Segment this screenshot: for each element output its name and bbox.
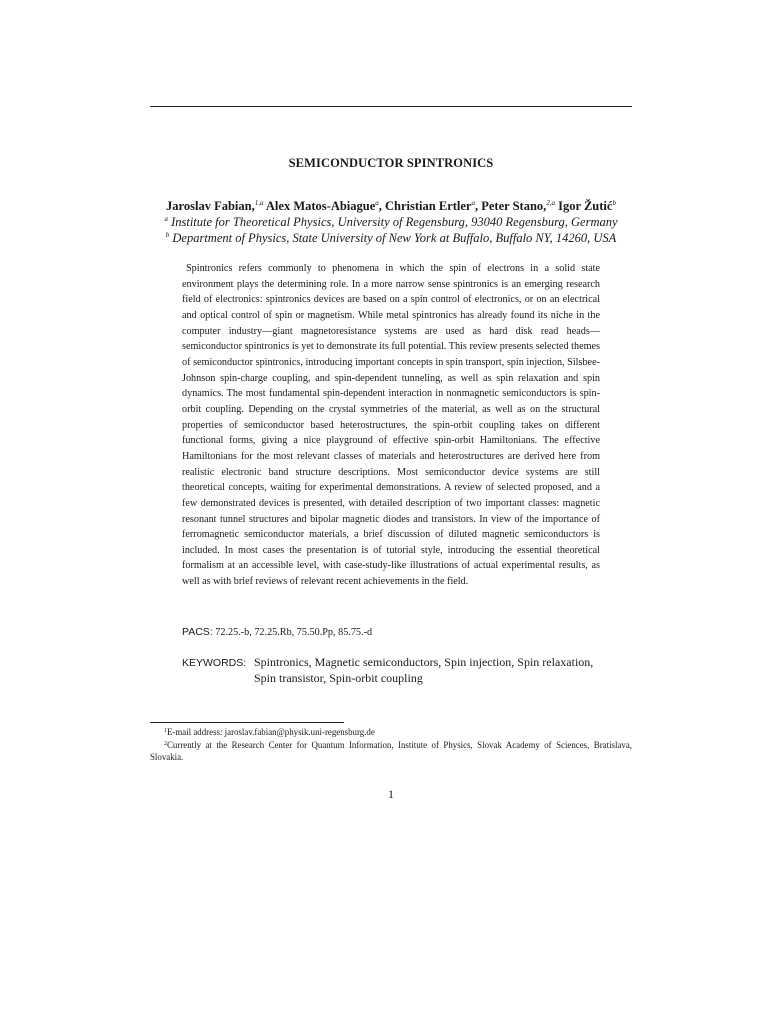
header-rule [150, 106, 632, 107]
footnote-mark: 1 [164, 728, 167, 734]
abstract-text: Spintronics refers commonly to phenomena in which the spin of electrons in a solid state environment plays the determining role. In a more narrow sense spintronics is an emerging research field of electronics: spintronics devices are based on a spin control of electronics, or on an electrical and optical control of spin or magnetism. While metal spintronics has already found its niche in the computer industry—giant magnetoresistance systems are used as hard disk read heads—semiconductor spintronics is yet to demonstrate its full potential. This review presents selected themes of semiconductor spintronics, introducing important concepts in spin transport, spin injection, Silsbee-Johnson spin-charge coupling, and spin-dependent tunneling, as well as spin relaxation and spin dynamics. The most fundamental spin-dependent interaction in nonmagnetic semiconductors is spin-orbit coupling. Depending on the crystal symmetries of the material, as well as on the structural properties of semiconductor based heterostructures, the spin-orbit coupling takes on different functional forms, giving a nice playground of effective spin-orbit Hamiltonians. The effective Hamiltonians for the most relevant classes of materials and heterostructures are derived here from realistic electronic band structure descriptions. Most semiconductor device systems are still theoretical concepts, waiting for experimental demonstrations. A review of selected proposed, and a few demonstrated devices is presented, with detailed description of two important classes: magnetic resonant tunnel structures and bipolar magnetic diodes and transistors. In view of the importance of ferromagnetic semiconductor materials, a brief discussion of diluted magnetic semiconductors is included. In most cases the presentation is of tutorial style, introducing the essential theoretical formalism at an accessible level, with case-study-like illustrations of actual experimental results, as well as with brief reviews of relevant recent achievements in the field. [182, 263, 600, 588]
page-number: 1 [388, 787, 394, 801]
keywords-value: Spintronics, Magnetic semiconductors, Spin injection, Spin relaxation, Spin transistor, Spin-orbit coupling [254, 655, 594, 685]
author-name: Alex Matos-Abiague [265, 199, 376, 213]
footnote-2 [150, 739, 632, 764]
keywords-label: KEYWORDS: [182, 657, 247, 669]
pacs-label: PACS: [182, 626, 213, 638]
author-name: Igor Žutić [558, 199, 613, 213]
author-list: Jaroslav Fabian,$^{1,a}$ Alex Matos-Abiague$^a$, Christian Ertler$^a$, Peter Stano,$^{2,a}$ Igor Žutić$^b$ [166, 199, 616, 213]
author-affiliation-mark: 2,a [546, 199, 556, 207]
footnote-rule [150, 722, 344, 723]
abstract [182, 261, 600, 590]
author-name: Jaroslav Fabian, [166, 199, 255, 213]
affiliation-mark: a [164, 215, 168, 223]
footnote-mark: 2 [164, 740, 167, 747]
affiliation-mark: b [165, 231, 170, 239]
footnote-text: Currently at the Research Center for Quantum Information, Institute of Physics, Slovak Academy of Sciences, Bratislava, Slovakia. [150, 739, 632, 762]
author-affiliation-mark: a [375, 199, 379, 207]
author-affiliation-mark: a [471, 199, 475, 207]
affiliation-text: Institute for Theoretical Physics, University of Regensburg, 93040 Regensburg, Germany [171, 215, 618, 229]
footnote-text: E-mail address: jaroslav.fabian@physik.uni-regensburg.de [167, 727, 375, 737]
paper-title: SEMICONDUCTOR SPINTRONICS [288, 156, 494, 170]
keywords-block [182, 654, 612, 686]
author-name: Peter Stano, [481, 199, 547, 213]
footnote-1 [150, 726, 632, 739]
affiliation-a [120, 215, 662, 230]
affiliation-text: Department of Physics, State University of New York at Buffalo, Buffalo NY, 14260, USA [172, 231, 617, 245]
pacs-line [182, 626, 600, 638]
author-affiliation-mark: 1,a [254, 199, 264, 207]
pacs-value: 72.25.-b, 72.25.Rb, 75.50.Pp, 85.75.-d [215, 627, 373, 638]
footnotes [150, 726, 632, 764]
author-name: Christian Ertler [385, 199, 472, 213]
affiliation-b [120, 231, 662, 246]
author-affiliation-mark: b [612, 199, 616, 207]
